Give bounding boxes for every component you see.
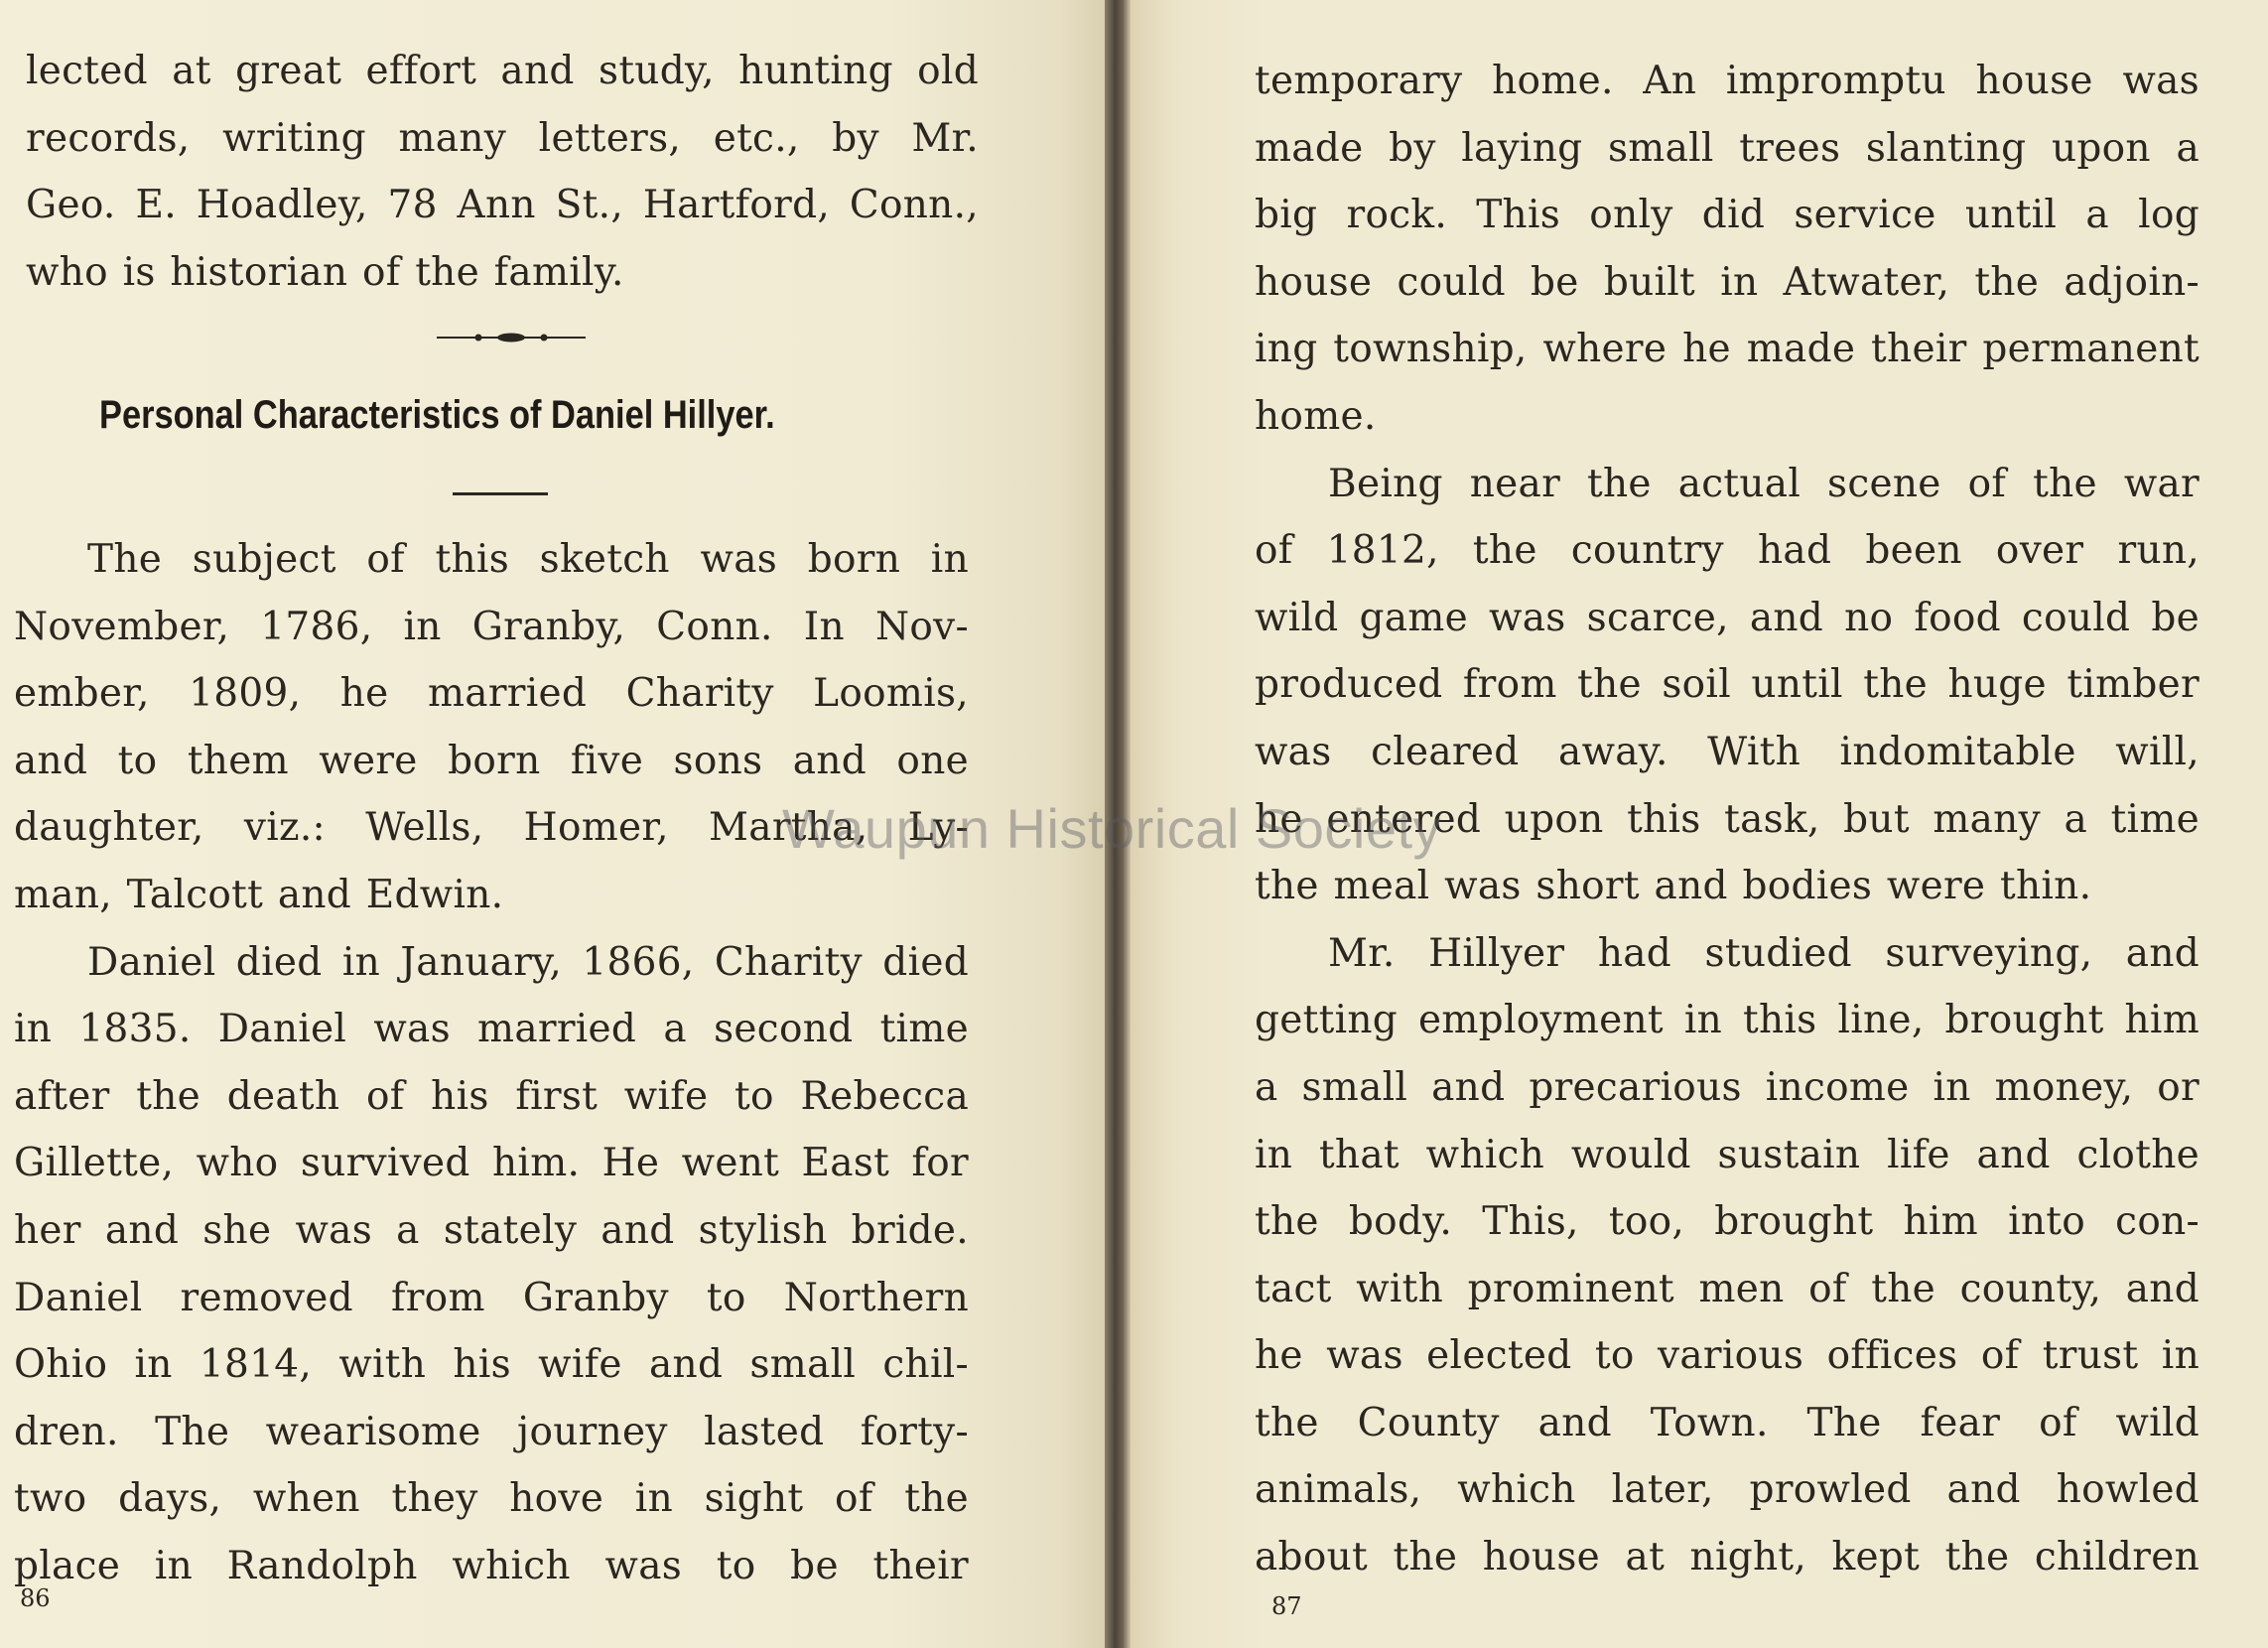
text-line: Being near the actual scene of the war [1328,461,2200,506]
text-line: temporary home. An impromptu house was [1255,59,2200,103]
text-line: in that which would sustain life and clothe [1255,1132,2200,1177]
book-gutter [1105,0,1131,1648]
text-line: tact with prominent men of the county, and [1255,1266,2200,1311]
text-line: of 1812, the country had been over run, [1255,528,2200,574]
text-line: house could be built in Atwater, the adjoin- [1255,259,2200,305]
text-line: Gillette, who survived him. He went East for [14,1141,969,1186]
text-line: was cleared away. With indomitable will, [1255,729,2200,774]
page-number-right: 87 [1271,1592,1302,1620]
text-line: he entered upon this task, but many a time [1255,796,2200,842]
text-line: after the death of his first wife to Rebecca [14,1073,969,1119]
text-line: The subject of this sketch was born in [87,537,969,582]
section-heading: Personal Characteristics of Daniel Hillyer. [99,393,775,437]
text-line: two days, when they hove in sight of the [14,1476,969,1522]
text-line: records, writing many letters, etc., by Mr. [26,115,979,161]
text-line: home. [1255,393,1377,439]
text-line: November, 1786, in Granby, Conn. In Nov- [14,604,969,649]
text-line: and to them were born five sons and one [14,738,969,783]
text-line: the County and Town. The fear of wild [1255,1400,2200,1445]
text-line: produced from the soil until the huge timber [1255,662,2200,708]
text-line: big rock. This only did service until a log [1255,193,2200,238]
text-line: a small and precarious income in money, or [1255,1064,2200,1110]
left-top-paragraph [26,38,979,306]
text-line: dren. The wearisome journey lasted forty- [14,1409,969,1454]
text-line: in 1835. Daniel was married a second time [14,1007,969,1052]
text-line: who is historian of the family. [26,249,624,295]
text-line: about the house at night, kept the children [1255,1535,2200,1580]
heading-underline [453,492,548,495]
text-line: he was elected to various offices of trust in [1255,1333,2200,1379]
text-line: wild game was scarce, and no food could be [1255,595,2200,640]
text-line: Ohio in 1814, with his wife and small chil- [14,1342,969,1388]
text-line: ing township, where he made their permanent [1255,327,2200,372]
text-line: ember, 1809, he married Charity Loomis, [14,671,969,717]
text-line: getting employment in this line, brought him [1255,998,2200,1043]
text-line: made by laying small trees slanting upon a [1255,125,2200,171]
text-line: Daniel removed from Granby to Northern [14,1275,969,1320]
text-line: lected at great effort and study, hunting old [26,49,979,93]
text-line: the meal was short and bodies were thin. [1255,864,2092,909]
text-line: place in Randolph which was to be their [14,1543,969,1588]
left-body-text [14,526,969,1600]
text-line: Daniel died in January, 1866, Charity died [87,939,969,985]
text-line: daughter, viz.: Wells, Homer, Martha, Ly- [14,805,969,851]
right-body-text [1255,48,2200,1591]
text-line: man, Talcott and Edwin. [14,872,504,917]
text-line: Mr. Hillyer had studied surveying, and [1328,930,2200,976]
text-line: the body. This, too, brought him into con- [1255,1199,2200,1245]
page-number-left: 86 [20,1584,51,1612]
ornament-divider-icon [437,328,586,347]
text-line: her and she was a stately and stylish bride. [14,1207,969,1253]
text-line: Geo. E. Hoadley, 78 Ann St., Hartford, Conn., [26,183,979,228]
watermark: Waupun Historical Society [782,797,1442,860]
text-line: animals, which later, prowled and howled [1255,1467,2200,1513]
